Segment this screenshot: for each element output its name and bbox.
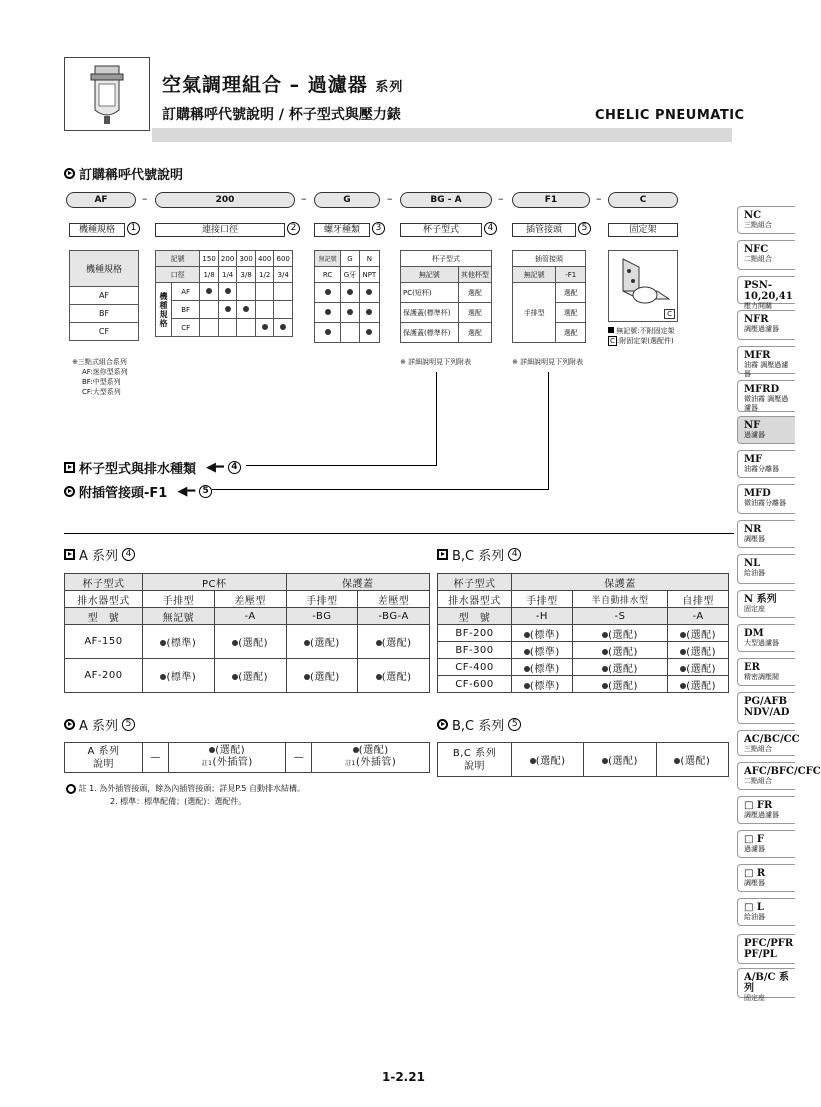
sidebar-item-13[interactable] — [737, 658, 795, 686]
sidebar-item-desc: 壓力開關 — [744, 302, 772, 310]
sidebar-item-code: AC/BC/CC — [744, 734, 800, 745]
dot — [206, 288, 212, 294]
arrow-square-icon — [437, 549, 448, 560]
num-3: 3 — [372, 222, 385, 235]
sidebar-item-desc: 油霧分離器 — [744, 465, 779, 473]
page-title: 空氣調理組合 – 過濾器 系列 — [162, 74, 404, 96]
tableBC5-title: B,C 系列 5 — [437, 715, 521, 734]
sidebar-item-10[interactable] — [737, 554, 795, 584]
sidebar-item-8[interactable] — [737, 484, 795, 514]
sidebar-item-desc: 給油器 — [744, 913, 765, 921]
sidebar-item-code: MFD — [744, 488, 771, 499]
sidebar-item-desc: 過濾器 — [744, 845, 765, 853]
sidebar-item-20[interactable] — [737, 898, 795, 926]
footnotes: 註 1. 為外插管接頭，餘為內插管接頭；詳見P.5 自動排水結構。 2. 標準：標準配備；(選配)：選配件。 — [66, 782, 305, 808]
sidebar-item-1[interactable] — [737, 240, 795, 270]
sidebar-item-code: DM — [744, 628, 764, 639]
arrow-circle-icon — [64, 719, 75, 730]
model-table: 機種規格 AF BF CF — [69, 250, 139, 341]
num-4: 4 — [484, 222, 497, 235]
arrow-circle-icon — [64, 168, 75, 179]
tableBC4: 杯子型式 保護蓋 排水器型式 手排型 半自動排水型 自排型 型 號 -H -S -A BF-200 (標準) (選配) (選配) BF-300 (標準) (選配) (選配) CF-400 (標準) (選配) (選配) CF-600 (標準) (選配) (選配) — [437, 573, 729, 693]
sidebar-item-15[interactable] — [737, 730, 800, 756]
sidebar-item-code: AFC/BFC/CFC — [744, 766, 821, 777]
tableBC5: B,C 系列 說明 (選配) (選配) (選配) — [437, 742, 729, 777]
fitting-table: 插管接頭 無記號 -F1 手排型 選配 選配 選配 — [512, 250, 586, 343]
sidebar-item-code: □ R — [744, 868, 766, 879]
port-table: 記號 150 200 300 400 600 口徑 1/8 1/4 3/8 1/2 3/4 機種規格 AF BF CF — [155, 250, 293, 337]
sidebar-item-14[interactable] — [737, 692, 795, 724]
sidebar-item-19[interactable] — [737, 864, 795, 892]
sidebar-item-22[interactable] — [737, 968, 795, 1002]
sidebar-item-desc: 微油霧分離器 — [744, 499, 786, 507]
code-pill-fitting: F1 — [512, 192, 590, 208]
sidebar-item-desc: 二點組合 — [744, 777, 772, 785]
brand-name: CHELIC PNEUMATIC — [595, 108, 745, 123]
tableBC4-title: B,C 系列 4 — [437, 545, 521, 564]
sidebar-item-code: A/B/C 系列 — [744, 972, 789, 994]
sidebar-item-desc: 固定座 — [744, 994, 765, 1002]
link-cup-drain[interactable]: 杯子型式與排水種類 ◀━ 4 — [64, 458, 241, 477]
sidebar-item-code: N 系列 — [744, 594, 777, 605]
sidebar-item-9[interactable] — [737, 520, 795, 548]
sidebar-item-code: □ F — [744, 834, 765, 845]
sidebar-item-0[interactable] — [737, 206, 795, 234]
sidebar-item-code: NFC — [744, 244, 769, 255]
sidebar-item-code: NC — [744, 210, 762, 221]
code-pill-bracket: C — [608, 192, 678, 208]
arrow-square-icon — [64, 462, 75, 473]
sidebar-item-desc: 調壓器 — [744, 879, 765, 887]
link-fitting[interactable]: 附插管接頭-F1 ◀━ 5 — [64, 482, 212, 501]
num-5: 5 — [578, 222, 591, 235]
sidebar-item-code: □ FR — [744, 800, 773, 811]
sidebar-item-desc: 過濾器 — [744, 431, 765, 439]
tableA4: 杯子型式 PC杯 保護蓋 排水器型式 手排型 差壓型 手排型 差壓型 型 號 無記號 -A -BG -BG-A AF-150 (標準) (選配) (選配) (選配) AF-200 (標準) (選配) (選配) (選配) — [64, 573, 430, 693]
thread-table: 無記號 G N RC G牙 NPT — [314, 250, 380, 343]
sidebar-item-desc: 三點組合 — [744, 745, 772, 753]
sidebar-item-code: MFRD — [744, 384, 780, 395]
sidebar-item-code: PSN-10,20,41 — [744, 280, 793, 302]
filter-icon — [65, 58, 149, 130]
code-pill-thread: G — [314, 192, 380, 208]
sidebar-item-17[interactable] — [737, 796, 795, 824]
dot — [262, 324, 268, 330]
sidebar-item-code: NF — [744, 420, 761, 431]
code-pill-cup: BG - A — [400, 192, 492, 208]
sidebar-item-11[interactable] — [737, 590, 795, 618]
dot — [280, 324, 286, 330]
sidebar-item-4[interactable] — [737, 346, 795, 378]
sidebar-item-code: NL — [744, 558, 761, 569]
sidebar-item-code: ER — [744, 662, 760, 673]
sidebar-item-code: MFR — [744, 350, 771, 361]
product-thumbnail — [64, 57, 150, 131]
sidebar-item-code: PFC/PFR PF/PL — [744, 938, 794, 960]
sidebar-item-desc: 微油霧 調壓過濾器 — [744, 395, 789, 412]
bracket-picture: C — [608, 250, 678, 322]
page-number: 1-2.21 — [382, 1070, 425, 1084]
num-1: 1 — [127, 222, 140, 235]
sidebar-item-desc: 二點組合 — [744, 255, 772, 263]
sidebar-item-12[interactable] — [737, 624, 795, 652]
sidebar-item-code: NFR — [744, 314, 769, 325]
sidebar-item-desc: 精密調壓閥 — [744, 673, 779, 681]
label-cup: 杯子型式 — [400, 223, 482, 237]
arrow-circle-icon — [437, 719, 448, 730]
dot — [243, 306, 249, 312]
sidebar-item-desc: 大型過濾器 — [744, 639, 779, 647]
code-pill-port: 200 — [155, 192, 295, 208]
label-model: 機種規格 — [69, 223, 125, 237]
arrow-circle-icon — [64, 486, 75, 497]
label-fitting: 插管接頭 — [512, 223, 576, 237]
tableA4-title: A 系列 4 — [64, 545, 135, 564]
arrow-square-icon — [64, 549, 75, 560]
sidebar-item-2[interactable] — [737, 276, 795, 310]
code-pill-model: AF — [66, 192, 136, 208]
sidebar-item-desc: 給油器 — [744, 569, 765, 577]
sidebar-item-3[interactable] — [737, 310, 795, 340]
tableA5: A 系列 說明 — (選配) 註1(外插管) — (選配) 註1(外插管) — [64, 742, 430, 773]
header-bar — [152, 128, 732, 142]
sidebar-item-desc: 固定座 — [744, 605, 765, 613]
sidebar-item-desc: 油霧 調壓過濾器 — [744, 361, 789, 378]
dot — [225, 306, 231, 312]
sidebar-item-code: PG/AFB NDV/AD — [744, 696, 790, 718]
sidebar-item-code: □ L — [744, 902, 764, 913]
sidebar-item-desc: 三點組合 — [744, 221, 772, 229]
fitting-detail-note: ※ 詳細說明見下列附表 — [512, 358, 584, 366]
sidebar-item-18[interactable] — [737, 830, 795, 858]
sidebar-item-5[interactable] — [737, 380, 795, 412]
bracket-legend: 無記號:不附固定架 C :附固定架(選配件) — [610, 327, 675, 345]
num-2: 2 — [287, 222, 300, 235]
label-bracket: 固定架 — [608, 223, 678, 237]
tableA5-title: A 系列 5 — [64, 715, 135, 734]
series-note: ※三點式組合系列 AF:迷你型系列 BF:中型系列 CF:大型系列 — [72, 358, 128, 396]
sidebar-item-7[interactable] — [737, 450, 795, 478]
sidebar-item-code: NR — [744, 524, 762, 535]
sidebar-item-16[interactable] — [737, 762, 821, 790]
label-port: 連接口徑 — [155, 223, 285, 237]
sidebar-item-6[interactable] — [737, 416, 795, 444]
sidebar-item-desc: 調壓過濾器 — [744, 811, 779, 819]
label-thread: 螺牙種類 — [314, 223, 370, 237]
cup-detail-note: ※ 詳細說明見下列附表 — [400, 358, 472, 366]
sidebar-item-code: MF — [744, 454, 763, 465]
sidebar-item-desc: 調壓器 — [744, 535, 765, 543]
magnifier-icon — [66, 784, 76, 794]
order-section-title: 訂購稱呼代號說明 — [64, 164, 183, 183]
sidebar-item-desc: 調壓過濾器 — [744, 325, 779, 333]
sidebar-item-21[interactable] — [737, 934, 795, 964]
cup-table: 杯子型式 無記號 其他杯型 PC(短杯) 選配 保護蓋(標準杯) 選配 保護蓋(標準杯) 選配 — [400, 250, 492, 343]
dot — [225, 288, 231, 294]
page-subtitle: 訂購稱呼代號說明 / 杯子型式與壓力錶 — [162, 107, 401, 123]
